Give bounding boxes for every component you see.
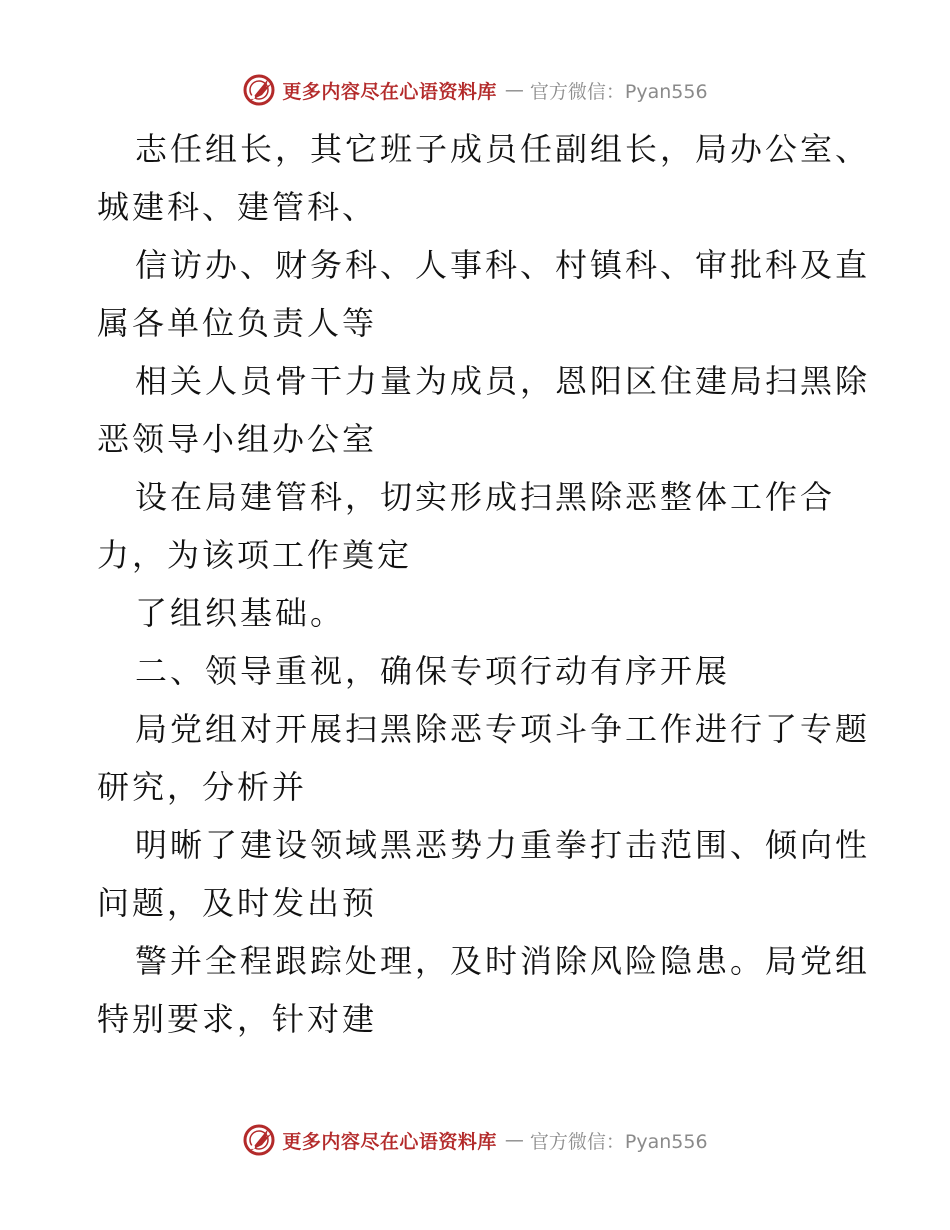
text-line: 恶领导小组办公室: [97, 420, 378, 458]
text-line: 局党组对开展扫黑除恶专项斗争工作进行了专题: [135, 710, 871, 748]
text-line: 城建科、建管科、: [97, 188, 378, 226]
text-line: 相关人员骨干力量为成员，恩阳区住建局扫黑除: [135, 362, 871, 400]
text-line: 明晰了建设领域黑恶势力重拳打击范围、倾向性: [135, 826, 871, 864]
document-body: [97, 120, 871, 1048]
banner-title: 更多内容尽在心语资料库: [282, 80, 497, 103]
banner-wechat: 官方微信：Pyan556: [529, 80, 708, 103]
text-line: 设在局建管科，切实形成扫黑除恶整体工作合: [135, 478, 836, 516]
footer-banner: [0, 1120, 950, 1160]
text-line: 了组织基础。: [135, 594, 346, 632]
section-heading: 二、领导重视，确保专项行动有序开展: [135, 652, 731, 690]
banner-wechat: 官方微信：Pyan556: [529, 1130, 708, 1153]
text-line: 志任组长，其它班子成员任副组长，局办公室、: [135, 130, 871, 168]
text-line: 研究，分析并: [97, 768, 308, 806]
banner-title: 更多内容尽在心语资料库: [282, 1130, 497, 1153]
banner-dash: —: [504, 1129, 524, 1151]
text-line: 警并全程跟踪处理，及时消除风险隐患。局党组: [135, 942, 871, 980]
banner-dash: —: [504, 79, 524, 101]
text-line: 属各单位负责人等: [97, 304, 378, 342]
text-line: 力，为该项工作奠定: [97, 536, 413, 574]
text-line: 特别要求，针对建: [97, 1000, 378, 1038]
text-line: 信访办、财务科、人事科、村镇科、审批科及直: [135, 246, 871, 284]
feather-pen-logo-icon: [242, 1123, 276, 1157]
header-banner: [0, 70, 950, 110]
feather-pen-logo-icon: [242, 73, 276, 107]
text-line: 问题，及时发出预: [97, 884, 378, 922]
